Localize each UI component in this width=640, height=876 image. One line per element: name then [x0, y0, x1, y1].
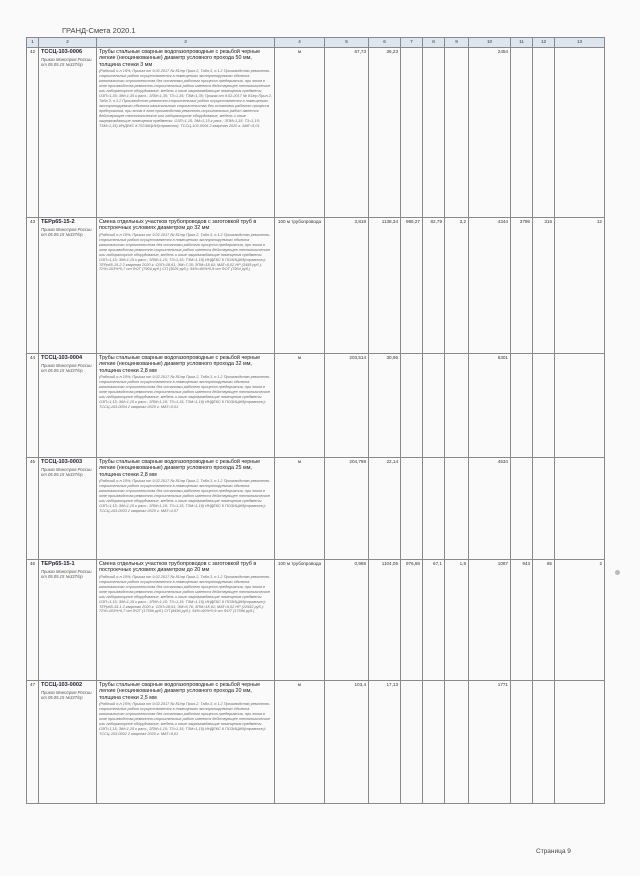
page-number: Страница 9: [536, 848, 571, 855]
code-cell: [39, 681, 97, 804]
value-cell: 943: [511, 560, 533, 681]
value-cell: 0,988: [325, 560, 369, 681]
value-cell: [401, 458, 423, 560]
column-number: 9: [445, 38, 469, 48]
row-number: 43: [27, 218, 39, 354]
column-number: 2: [39, 38, 97, 48]
column-number: 8: [423, 38, 445, 48]
value-cell: 316: [533, 218, 555, 354]
code-cell: [39, 458, 97, 560]
authority-reference: Приказ Минстроя России от 05.05.15 №337/пр: [41, 689, 92, 701]
resource-code: ТССЦ-103-0002: [41, 682, 83, 688]
value-cell: [555, 354, 605, 458]
authority-reference: Приказ Минстроя России от 05.05.15 №337/пр: [41, 362, 92, 374]
work-notes: (Рабочий н-п 15%; Приказ от 9.02.2017 № 81/пр Прил.2, Табл.3, п.1.2 Производство ремонтно-строительных работ осуществляется в помещениях эксплуатируемого объекта капитального строительства без остановки рабочего процесса предприятия, при этом в зоне производства ремонтно-строительных работ имеется действующее технологическое или лабораторное оборудование, мебель и иные загромождающие помещения предметы. ОЗП=1,15; ЭМ=1,15 к расх.; ЗПМ=1,15; ТЗ=1,15; ТЗМ=1,15) ИНДЕКС К ПОЗИЦИИ(справочно): ТССЦ-103-0003 2 квартал 2020 г. МАТ=4,07: [99, 479, 271, 513]
value-cell: [423, 354, 445, 458]
resource-code: ТССЦ-103-0004: [41, 355, 83, 361]
unit-cell: м: [275, 681, 325, 804]
description-cell: [97, 48, 275, 218]
work-name: Трубы стальные сварные водогазопроводные с резьбой черные легкие (неоцинкованные) диаметр условного прохода 20 мм, толщина стенки 2,5 мм: [99, 682, 261, 701]
value-cell: 30,96: [369, 354, 401, 458]
row-number: 46: [27, 560, 39, 681]
value-cell: 203,514: [325, 354, 369, 458]
value-cell: 2454: [469, 48, 511, 218]
value-cell: [423, 458, 445, 560]
value-cell: [445, 681, 469, 804]
value-cell: 2: [555, 560, 605, 681]
value-cell: [533, 458, 555, 560]
estimate-table: [26, 37, 605, 804]
value-cell: 65: [533, 560, 555, 681]
unit-cell: 100 м трубопровода: [275, 560, 325, 681]
value-cell: 1771: [469, 681, 511, 804]
value-cell: [511, 48, 533, 218]
row-number: 42: [27, 48, 39, 218]
value-cell: 1087: [469, 560, 511, 681]
row-number: 45: [27, 458, 39, 560]
resource-code: ТССЦ-103-0003: [41, 459, 83, 465]
value-cell: 12: [555, 218, 605, 354]
value-cell: 4534: [469, 458, 511, 560]
table-row: [27, 48, 605, 218]
value-cell: [445, 48, 469, 218]
value-cell: 67,1: [423, 560, 445, 681]
column-number: 6: [369, 38, 401, 48]
row-number: 44: [27, 354, 39, 458]
value-cell: [423, 681, 445, 804]
value-cell: [401, 681, 423, 804]
value-cell: [401, 354, 423, 458]
work-notes: (Рабочий н-п 15%; Приказ от 9.02.2017 № 81/пр Прил.2, Табл.3, п.1.2 Производство ремонтно-строительных работ осуществляется в помещениях эксплуатируемого объекта капитального строительства без остановки рабочего процесса предприятия, при этом в зоне производства ремонтно-строительных работ имеется действующее технологическое или лабораторное оборудование, мебель и иные загромождающие помещения предметы. ОЗП=1,15; ЭМ=1,15 к расх.; ЗПМ=1,15; ТЗ=1,15; ТЗМ=1,15) ИНДЕКС К ПОЗИЦИИ(справочно): ТЕРр65-15-2 2 квартал 2020 г. ОЗП=18,61; ЭМ=7,35; ЗПМ=18,61; МАТ=5,02 НР (3458 руб.): 72%=103%*0,7 от ФОТ (7904 руб.) СП (3026 руб.): 54%=60%*0,9 от ФОТ (7904 руб.): [99, 232, 271, 272]
resource-code: ТЕРр65-15-1: [41, 561, 75, 567]
unit-cell: 100 м трубопровода: [275, 218, 325, 354]
value-cell: 17,13: [369, 681, 401, 804]
value-cell: 3,818: [325, 218, 369, 354]
table-row: [27, 354, 605, 458]
description-cell: [97, 354, 275, 458]
work-notes: (Рабочий н-п 15%; Приказ от 9.02.2017 № 81/пр Прил.2, Табл.3, п.1.2 Производство ремонтно-строительных работ осуществляется в помещениях эксплуатируемого объекта капитального строительства без остановки рабочего процесса предприятия, при этом в зоне производства ремонтно-строительных работ имеется действующее технологическое или лабораторное оборудование, мебель и иные загромождающие помещения предметы. ОЗП=1,15; ЭМ=1,15 к расх.; ЗПМ=1,15; ТЗ=1,15; ТЗМ=1,15) ИНДЕКС К ПОЗИЦИИ(справочно): ТЕРр65-15-1 2 квартал 2020 г. ОЗП=18,61; ЭМ=6,76; ЗПМ=18,61; МАТ=5,02 НР (12562 руб.): 72%=103%*0,7 от ФОТ (17596 руб.) СП (9496 руб.): 54%=60%*0,9 от ФОТ (17596 руб.): [99, 574, 271, 614]
work-name: Смена отдельных участков трубопроводов с заготовкой труб в построечных условиях диаметром до 32 мм: [99, 219, 257, 232]
value-cell: [511, 354, 533, 458]
code-cell: [39, 354, 97, 458]
value-cell: [423, 48, 445, 218]
description-cell: [97, 560, 275, 681]
column-number-row: [27, 38, 605, 48]
column-number: 5: [325, 38, 369, 48]
code-cell: [39, 560, 97, 681]
code-cell: [39, 218, 97, 354]
work-name: Трубы стальные сварные водогазопроводные с резьбой черные легкие (неоцинкованные) диаметр условного прохода 25 мм, толщина стенки 2,8 мм: [99, 459, 261, 478]
table-row: [27, 218, 605, 354]
table-row: [27, 681, 605, 804]
value-cell: 1,8: [445, 560, 469, 681]
value-cell: 67,73: [325, 48, 369, 218]
authority-reference: Приказ Минстроя России от 05.05.15 №337/пр: [41, 56, 92, 68]
authority-reference: Приказ Минстроя России от 05.05.15 №337/пр: [41, 226, 92, 238]
table-row: [27, 458, 605, 560]
value-cell: 82,79: [423, 218, 445, 354]
unit-cell: м: [275, 48, 325, 218]
work-notes: (Рабочий н-п 15%; Приказ от 9.02.2017 № 81/пр Прил.2, Табл.3, п.1.2 Производство ремонтно-строительных работ осуществляется в помещениях эксплуатируемого объекта капитального строительства без остановки рабочего процесса предприятия, при этом в зоне производства ремонтно-строительных работ имеется действующее технологическое или лабораторное оборудование, мебель и иные загромождающие помещения предметы. ОЗП=1,15; ЭМ=1,15 к расх.; ЗПМ=1,15; ТЗ=1,15; ТЗМ=1,15) ИНДЕКС К ПОЗИЦИИ(справочно): ТССЦ-103-0004 2 квартал 2020 г. МАТ=5,01: [99, 375, 271, 409]
value-cell: 995,27: [401, 218, 423, 354]
column-number: 11: [511, 38, 533, 48]
description-cell: [97, 218, 275, 354]
value-cell: 22,14: [369, 458, 401, 560]
authority-reference: Приказ Минстроя России от 05.05.15 №337/пр: [41, 466, 92, 478]
column-number: 4: [275, 38, 325, 48]
value-cell: [401, 48, 423, 218]
value-cell: 204,798: [325, 458, 369, 560]
column-number: 12: [533, 38, 555, 48]
column-number: 7: [401, 38, 423, 48]
table-row: [27, 560, 605, 681]
value-cell: [533, 354, 555, 458]
value-cell: 36,23: [369, 48, 401, 218]
resource-code: ТССЦ-103-0006: [41, 49, 83, 55]
value-cell: 976,68: [401, 560, 423, 681]
value-cell: [555, 458, 605, 560]
work-notes: (Рабочий н-п 15%; Приказ от 9.02.2017 № 81/пр Прил.2, Табл.3, п.1.2 Производство ремонтно-строительных работ осуществляется в помещениях эксплуатируемого объекта капитального строительства без остановки рабочего процесса предприятия, при этом в зоне производства ремонтно-строительных работ имеется действующее технологическое или лабораторное оборудование, мебель и иные загромождающие помещения предметы. ОЗП=1,35; ЭМ=1,35 к расх.; ЗПМ=1,35; ТЗ=1,35; ТЗМ=1,35; Приказ от 9.02.2017 № 81/пр Прил.2, Табл.3, п.1.2 Производство ремонтно-строительных работ осуществляется в помещениях эксплуатируемого объекта капитального строительства без остановки рабочего процесса предприятия, при этом в зоне производства ремонтно-строительных работ имеется действующее технологическое или лабораторное оборудование, мебель и иные загромождающие помещения предметы. ОЗП=1,15; ЭМ=1,15 к расх.; ЗПМ=1,15; ТЗ=1,15; ТЗМ=1,15) ИНДЕКС К ПОЗИЦИИ(справочно): ТССЦ-103-0006 2 квартал 2020 г. МАТ=5,01: [99, 69, 272, 128]
unit-cell: м: [275, 354, 325, 458]
code-cell: [39, 48, 97, 218]
work-name: Трубы стальные сварные водогазопроводные с резьбой черные легкие (неоцинкованные) диаметр условного прохода 50 мм, толщина стенки 3 мм: [99, 49, 261, 68]
description-cell: [97, 458, 275, 560]
document-header-title: ГРАНД-Смета 2020.1: [62, 26, 136, 35]
value-cell: [511, 458, 533, 560]
unit-cell: м: [275, 458, 325, 560]
resource-code: ТЕРр65-15-2: [41, 219, 75, 225]
value-cell: 6301: [469, 354, 511, 458]
value-cell: 1138,34: [369, 218, 401, 354]
column-number: 13: [555, 38, 605, 48]
value-cell: [445, 458, 469, 560]
description-cell: [97, 681, 275, 804]
row-number: 47: [27, 681, 39, 804]
value-cell: [533, 48, 555, 218]
authority-reference: Приказ Минстроя России от 05.05.15 №337/пр: [41, 568, 92, 580]
work-notes: (Рабочий н-п 15%; Приказ от 9.02.2017 № 81/пр Прил.2, Табл.3, п.1.2 Производство ремонтно-строительных работ осуществляется в помещениях эксплуатируемого объекта капитального строительства без остановки рабочего процесса предприятия, при этом в зоне производства ремонтно-строительных работ имеется действующее технологическое или лабораторное оборудование, мебель и иные загромождающие помещения предметы. ОЗП=1,15; ЭМ=1,15 к расх.; ЗПМ=1,15; ТЗ=1,15; ТЗМ=1,15) ИНДЕКС К ПОЗИЦИИ(справочно): ТССЦ-103-0002 2 квартал 2020 г. МАТ=5,01: [99, 702, 271, 736]
value-cell: 3798: [511, 218, 533, 354]
value-cell: [533, 681, 555, 804]
value-cell: 1104,05: [369, 560, 401, 681]
punch-hole-mark: [615, 570, 620, 575]
column-number: 10: [469, 38, 511, 48]
value-cell: [511, 681, 533, 804]
column-number: 1: [27, 38, 39, 48]
value-cell: 103,4: [325, 681, 369, 804]
work-name: Смена отдельных участков трубопроводов с заготовкой труб в построечных условиях диаметром до 20 мм: [99, 561, 257, 574]
value-cell: 4344: [469, 218, 511, 354]
value-cell: [555, 48, 605, 218]
column-number: 3: [97, 38, 275, 48]
value-cell: [445, 354, 469, 458]
work-name: Трубы стальные сварные водогазопроводные с резьбой черные легкие (неоцинкованные) диаметр условного прохода 32 мм, толщина стенки 2,8 мм: [99, 355, 261, 374]
value-cell: [555, 681, 605, 804]
value-cell: 3,2: [445, 218, 469, 354]
